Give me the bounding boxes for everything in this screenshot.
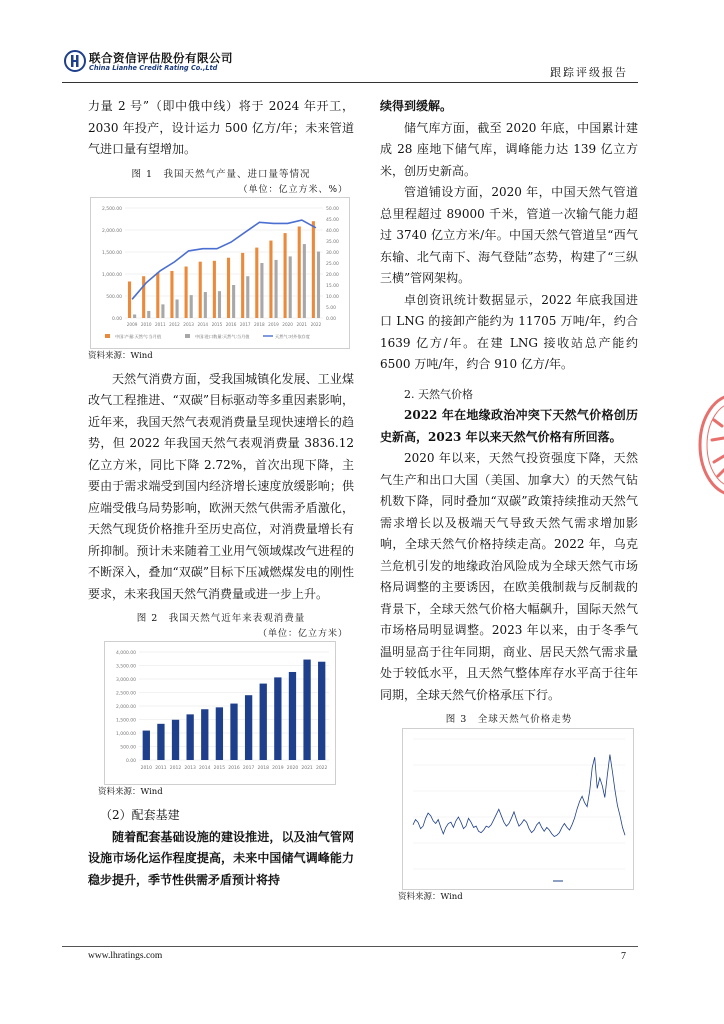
- bar-production: [156, 272, 159, 317]
- bar-imports: [275, 259, 278, 317]
- bar-consumption: [187, 714, 194, 760]
- y-tick-label: 2,500.00: [115, 691, 136, 697]
- x-tick-label: 2021: [296, 321, 308, 327]
- legend-label: 天然气:对外依存度: [275, 333, 310, 339]
- company-name-cn: 联合资信评估股份有限公司: [89, 51, 233, 65]
- x-tick-label: 2017: [242, 766, 255, 771]
- right-tick-label: 25.00: [326, 261, 339, 267]
- x-tick-label: 2022: [315, 766, 328, 771]
- figure-2-unit: （单位：亿立方米）: [257, 629, 348, 639]
- y-tick-label: 500.00: [120, 745, 136, 751]
- company-name-en: China Lianhe Credit Rating Co.,Ltd: [89, 64, 218, 72]
- x-tick-label: 2015: [211, 321, 223, 327]
- x-tick-label: 2017: [239, 321, 251, 327]
- bar-production: [269, 240, 272, 317]
- x-tick-label: 2012: [169, 321, 180, 327]
- bar-imports: [246, 276, 249, 318]
- x-tick-label: 2016: [225, 321, 237, 327]
- legend-swatch: [185, 334, 190, 338]
- paragraph-bold: 2022 年在地缘政治冲突下天然气价格创历史新高，2023 年以来天然气价格有所回落。: [380, 408, 638, 444]
- bar-consumption: [157, 724, 164, 760]
- y-tick-label: 1,500.00: [115, 718, 136, 724]
- bar-consumption: [143, 731, 150, 760]
- bar-imports: [161, 304, 164, 318]
- bar-production: [255, 247, 258, 317]
- figure-3-svg: [403, 729, 633, 889]
- figure-1-chart: [90, 197, 350, 349]
- bar-imports: [133, 314, 136, 318]
- right-tick-label: 20.00: [326, 272, 339, 278]
- figure-3-caption: 图 3 全球天然气价格走势: [445, 714, 573, 725]
- bar-consumption: [230, 704, 237, 760]
- bar-consumption: [318, 662, 325, 760]
- paragraph: 卓创资讯统计数据显示，2022 年底我国进口 LNG 的接卸产能约为 11705 万吨/年，约合 1639 亿方/年。在建 LNG 接收站总产能约 6500 万吨/年，约合 910 亿方/年。: [380, 292, 638, 371]
- paragraph: 力量 2 号”（即中俄中线）将于 2024 年开工，2030 年投产，设计运力 500 亿方/年；未来管道气进口量有望增加。: [88, 99, 354, 156]
- right-tick-label: 30.00: [326, 250, 339, 256]
- bar-imports: [147, 310, 150, 317]
- bar-consumption: [303, 660, 310, 760]
- bar-consumption: [260, 684, 267, 760]
- x-tick-label: 2018: [257, 766, 269, 771]
- x-tick-label: 2011: [155, 321, 166, 327]
- bar-production: [185, 266, 188, 317]
- figure-2-caption: 图 2 我国天然气近年来表观消费量: [136, 613, 306, 624]
- x-tick-label: 2014: [197, 321, 209, 327]
- right-tick-label: 50.00: [326, 206, 339, 212]
- left-tick-label: 2,000.00: [101, 228, 122, 234]
- bar-imports: [218, 291, 221, 318]
- bar-production: [213, 260, 216, 317]
- legend-swatch: [105, 334, 110, 338]
- x-tick-label: 2020: [286, 766, 299, 771]
- right-column: [380, 96, 638, 904]
- bar-imports: [176, 299, 179, 317]
- subsection-title: 2. 天然气价格: [404, 387, 473, 401]
- bar-production: [199, 261, 202, 317]
- figure-3-source: 资料来源：Wind: [398, 892, 463, 902]
- bar-imports: [260, 263, 263, 318]
- bar-consumption: [245, 695, 252, 760]
- paragraph: 2020 年以来，天然气投资强度下降，天然气生产和出口大国（美国、加拿大）的天然气钻机数下降，同时叠加“双碳”政策持续推动天然气需求增长以及极端天气导致天然气需求增加影响，全球天然气价格持续走高。2022 年，乌克兰危机引发的地缘政治风险成为全球天然气市场格局调整的主要诱因，在欧美俄制裁与反制裁的背景下，全球天然气价格大幅飙升，国际天然气市场格局明显调整。2023 年以来，由于冬季气温明显高于往年同期，商业、居民天然气需求量处于较低水平，且天然气整体库存水平高于往年同期，全球天然气价格承压下行。: [380, 451, 638, 702]
- paragraph: 天然气消费方面，受我国城镇化发展、工业煤改气工程推进、“双碳”目标驱动等多重因素影响，近年来，我国天然气表观消费量呈现快速增长的趋势，但 2022 年我国天然气表观消费量 3836.12 亿立方米，同比下降 2.72%，首次出现下降，主要由于需求端受到国内经济增长速度放缓影响；供应端受俄乌局势影响，欧洲天然气供需矛盾激化，天然气现货价格推升至历史高位，对消费量增长有所抑制。预计未来随着工业用气领域煤改气进程的不断深入，叠加“双碳”目标下压减燃煤发电的刚性要求，未来我国天然气消费量或进一步上升。: [88, 371, 354, 601]
- legend-label: 中国:进口数量:天然气:当月值: [195, 333, 250, 339]
- paragraph-bold: 随着配套基础设施的建设推进，以及油气管网设施市场化运作程度提高，未来中国储气调峰能力稳步提升，季节性供需矛盾预计将持: [88, 829, 354, 887]
- bar-consumption: [216, 707, 223, 760]
- figure-1-svg: [91, 198, 349, 348]
- bar-imports: [289, 256, 292, 318]
- right-tick-label: 35.00: [326, 239, 339, 245]
- x-tick-label: 2012: [169, 766, 182, 771]
- bar-production: [241, 252, 244, 317]
- report-type: 跟踪评级报告: [550, 66, 628, 79]
- y-tick-label: 4,000.00: [115, 651, 136, 656]
- left-tick-label: 500.00: [106, 294, 122, 300]
- section-title: （2）配套基建: [100, 808, 180, 822]
- footer-divider: [62, 946, 638, 947]
- bar-production: [128, 281, 131, 318]
- y-tick-label: 3,500.00: [115, 664, 136, 670]
- bar-consumption: [274, 677, 281, 760]
- bar-imports: [232, 285, 235, 318]
- x-tick-label: 2009: [126, 321, 138, 327]
- company-seal-icon: [694, 390, 724, 500]
- x-tick-label: 2010: [140, 766, 153, 771]
- bar-imports: [303, 244, 306, 318]
- x-tick-label: 2011: [155, 766, 167, 771]
- x-tick-label: 2019: [268, 321, 279, 327]
- right-tick-label: 45.00: [326, 217, 339, 223]
- y-tick-label: 3,000.00: [115, 678, 136, 683]
- figure-1-source: 资料来源：Wind: [88, 350, 153, 361]
- paragraph: 储气库方面，截至 2020 年底，中国累计建成 28 座地下储气库，调峰能力达 139 亿立方米，创历史新高。: [380, 120, 638, 178]
- figure-3-chart: [402, 728, 634, 890]
- left-tick-label: 1,500.00: [101, 250, 122, 256]
- y-tick-label: 1,000.00: [115, 732, 136, 737]
- bar-imports: [317, 251, 320, 317]
- x-tick-label: 2020: [282, 321, 293, 327]
- y-tick-label: 2,000.00: [115, 705, 136, 710]
- right-tick-label: 15.00: [326, 283, 339, 289]
- x-tick-label: 2022: [310, 321, 322, 327]
- line-gas-price: [413, 755, 625, 837]
- paragraph-bold: 续得到缓解。: [380, 99, 453, 113]
- company-logo-icon: [64, 50, 86, 72]
- bar-production: [298, 226, 301, 318]
- bar-consumption: [201, 709, 208, 760]
- figure-1-caption: 图 1 我国天然气产量、进口量等情况: [131, 168, 311, 180]
- bar-imports: [190, 295, 193, 318]
- x-tick-label: 2016: [228, 766, 240, 771]
- footer-url[interactable]: www.lhratings.com: [88, 951, 163, 961]
- right-tick-label: 40.00: [326, 228, 339, 234]
- left-column: [88, 96, 354, 891]
- bar-production: [284, 233, 287, 318]
- right-tick-label: 0.00: [326, 316, 337, 322]
- left-tick-label: 2,500.00: [101, 206, 122, 212]
- bar-production: [170, 270, 173, 317]
- x-tick-label: 2013: [183, 321, 194, 327]
- paragraph: 管道铺设方面，2020 年，中国天然气管道总里程超过 89000 千米，管道一次输气能力超过 3740 亿立方米/年。中国天然气管道呈“西气东输、北气南下、海气登陆”态势，构建了“三纵三横”管网架构。: [380, 185, 638, 285]
- bar-consumption: [289, 672, 296, 760]
- bar-imports: [204, 292, 207, 318]
- bar-production: [312, 221, 315, 318]
- x-tick-label: 2019: [272, 766, 284, 771]
- figure-2-chart: [104, 641, 336, 785]
- x-tick-label: 2010: [140, 321, 152, 327]
- x-tick-label: 2013: [184, 766, 196, 771]
- bar-consumption: [172, 720, 179, 760]
- legend-label: 中国:产量:天然气:当月值: [115, 333, 162, 339]
- header-divider: [62, 82, 638, 83]
- left-tick-label: 1,000.00: [101, 272, 122, 278]
- left-tick-label: 0.00: [111, 316, 122, 322]
- bar-production: [227, 257, 230, 317]
- right-tick-label: 5.00: [326, 305, 337, 311]
- page-number: 7: [621, 951, 626, 962]
- line-dependency: [132, 220, 316, 299]
- figure-1-unit: （单位：亿立方米、%）: [238, 184, 348, 195]
- figure-2-svg: [105, 642, 335, 784]
- y-tick-label: 0.00: [125, 759, 136, 764]
- x-tick-label: 2018: [254, 321, 265, 327]
- x-tick-label: 2015: [213, 766, 226, 771]
- figure-2-source: 资料来源：Wind: [98, 787, 163, 797]
- bar-production: [142, 276, 145, 318]
- x-tick-label: 2014: [199, 766, 211, 771]
- right-tick-label: 10.00: [326, 294, 339, 300]
- x-tick-label: 2021: [301, 766, 313, 771]
